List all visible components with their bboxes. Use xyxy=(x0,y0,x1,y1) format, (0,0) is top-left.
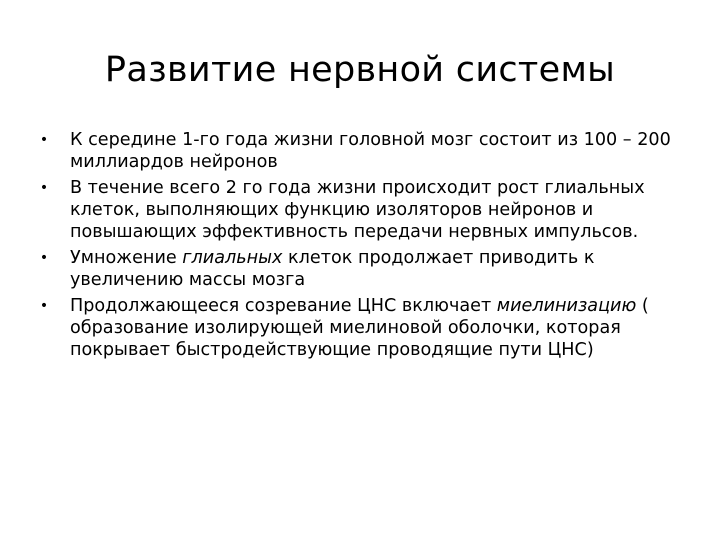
bullet-text-part: ( образование изолирующей миелиновой оболочки, которая покрывает быстродействующие проводящие пути ЦНС) xyxy=(70,296,649,360)
bullet-list xyxy=(36,129,686,365)
bullet-text xyxy=(70,296,649,360)
bullet-text-italic: миелинизацию xyxy=(496,296,637,316)
bullet-text-part: К середине 1-го года жизни головной мозг состоит из 100 – 200 миллиардов нейронов xyxy=(70,130,671,172)
bullet-text-part: В течение всего 2 го года жизни происходит рост глиальных клеток, выполняющих функцию изоляторов нейронов и повышающих эффективность передачи нервных импульсов. xyxy=(70,178,645,242)
bullet-icon: • xyxy=(39,180,49,196)
bullet-icon: • xyxy=(39,132,49,148)
bullet-text xyxy=(70,130,671,172)
bullet-item xyxy=(36,177,686,243)
bullet-text-part: Умножение xyxy=(70,248,183,268)
bullet-icon: • xyxy=(39,298,49,314)
bullet-item xyxy=(36,295,686,361)
bullet-text-italic: глиальных xyxy=(182,248,283,268)
bullet-text-part: клеток продолжает приводить к увеличению массы мозга xyxy=(70,248,595,290)
bullet-item xyxy=(36,129,686,173)
slide-title: Развитие нервной системы xyxy=(104,50,616,90)
bullet-icon: • xyxy=(39,250,49,266)
bullet-text xyxy=(70,178,645,242)
bullet-text xyxy=(70,248,595,290)
bullet-item xyxy=(36,247,686,291)
bullet-text-part: Продолжающееся созревание ЦНС включает xyxy=(70,296,497,316)
